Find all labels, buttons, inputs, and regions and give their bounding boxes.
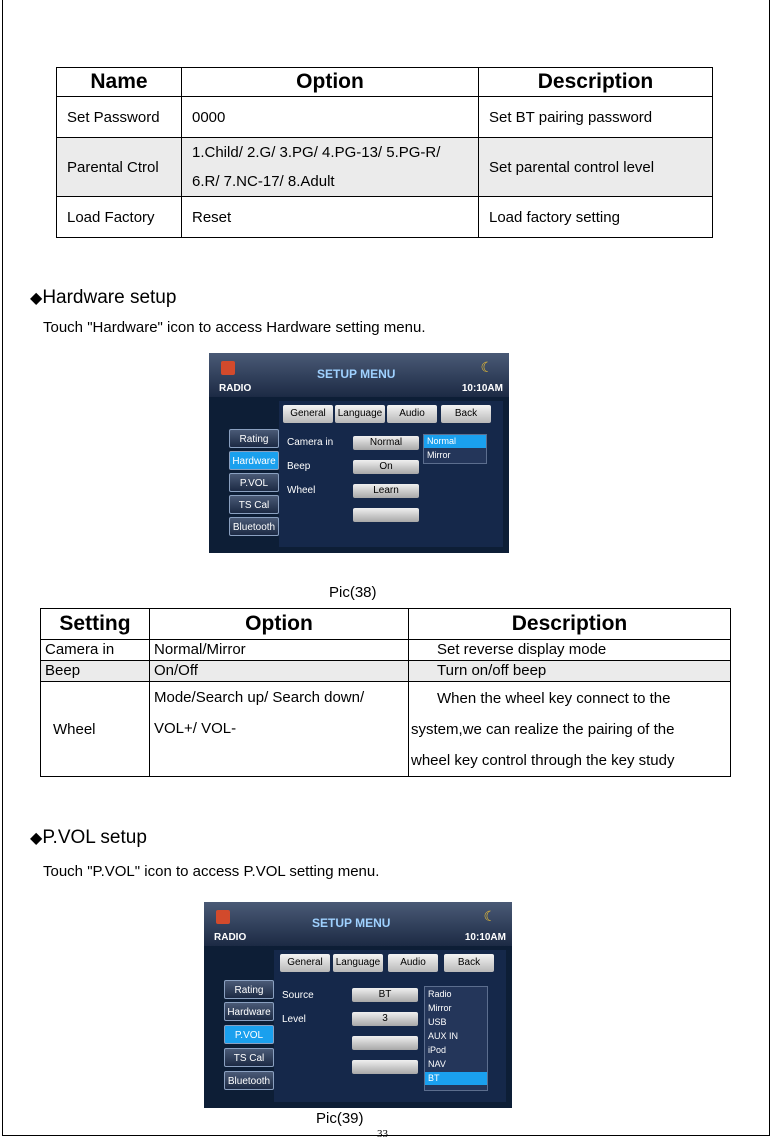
row-label-wheel: Wheel: [287, 485, 316, 496]
tab-language[interactable]: Language: [333, 954, 383, 972]
table-row: [41, 682, 731, 777]
page-number: 33: [377, 1128, 388, 1140]
source-list: [424, 986, 488, 1091]
clock: 10:10AM: [464, 932, 506, 943]
option-line: Mode/Search up/ Search down/: [154, 689, 365, 706]
cell-name: Parental Ctrol: [57, 138, 182, 197]
table-row: [57, 138, 713, 197]
row-label-level: Level: [282, 1014, 306, 1025]
list-item-mirror[interactable]: Mirror: [428, 1003, 452, 1013]
row-label-source: Source: [282, 990, 314, 1001]
camera-mode-list: [423, 434, 487, 464]
list-item-aux-in[interactable]: AUX IN: [428, 1031, 459, 1041]
cell-description: Set reverse display mode: [409, 640, 731, 661]
tab-back[interactable]: Back: [441, 405, 491, 423]
tab-audio[interactable]: Audio: [388, 954, 438, 972]
cell-option: On/Off: [150, 661, 409, 682]
pvol-intro: Touch "P.VOL" icon to access P.VOL setting menu.: [43, 863, 380, 880]
cell-setting: Beep: [41, 661, 150, 682]
list-item-mirror[interactable]: Mirror: [427, 450, 451, 460]
cell-description: Set parental control level: [479, 138, 713, 197]
list-item-normal[interactable]: Normal: [424, 435, 486, 448]
list-item-ipod[interactable]: iPod: [428, 1045, 447, 1055]
cell-option: [150, 682, 409, 777]
table-row: [41, 640, 731, 661]
hardware-heading: ◆Hardware setup: [30, 287, 177, 308]
cell-setting: Wheel: [41, 682, 150, 777]
header-name: Name: [57, 68, 182, 97]
source-value-button[interactable]: BT: [352, 988, 418, 1002]
beep-value-button[interactable]: On: [353, 460, 419, 474]
tab-language[interactable]: Language: [335, 405, 385, 423]
cell-description: Load factory setting: [479, 197, 713, 238]
sidebar-item-bluetooth[interactable]: Bluetooth: [229, 517, 279, 536]
list-item-usb[interactable]: USB: [428, 1017, 447, 1027]
header-option: Option: [150, 609, 409, 640]
cell-name: Load Factory: [57, 197, 182, 238]
sidebar-item-hardware[interactable]: Hardware: [229, 451, 279, 470]
sidebar-item-ts-cal[interactable]: TS Cal: [224, 1048, 274, 1067]
cell-description: [409, 682, 731, 777]
camera-in-value-button[interactable]: Normal: [353, 436, 419, 450]
list-item-bt[interactable]: BT: [425, 1072, 487, 1085]
setup-menu-title: SETUP MENU: [317, 367, 396, 381]
cell-option: Reset: [182, 197, 479, 238]
tab-audio[interactable]: Audio: [387, 405, 437, 423]
sidebar-item-hardware[interactable]: Hardware: [224, 1002, 274, 1021]
level-value-button[interactable]: 3: [352, 1012, 418, 1026]
setup-menu-screenshot-pvol: [204, 902, 512, 1108]
settings-table-1: [56, 67, 713, 238]
cell-setting: Camera in: [41, 640, 150, 661]
radio-label: RADIO: [214, 932, 247, 943]
header-setting: Setting: [41, 609, 150, 640]
empty-value-button[interactable]: [352, 1060, 418, 1074]
wheel-learn-button[interactable]: Learn: [353, 484, 419, 498]
tab-general[interactable]: General: [280, 954, 330, 972]
header-description: Description: [479, 68, 713, 97]
tab-general[interactable]: General: [283, 405, 333, 423]
option-line: VOL+/ VOL-: [154, 720, 237, 737]
header-option: Option: [182, 68, 479, 97]
pvol-heading: ◆P.VOL setup: [30, 827, 147, 848]
caption-pic38: Pic(38): [329, 584, 377, 601]
option-line: 6.R/ 7.NC-17/ 8.Adult: [192, 173, 335, 190]
empty-value-button[interactable]: [353, 508, 419, 522]
sidebar-item-rating[interactable]: Rating: [229, 429, 279, 448]
diamond-bullet-icon: ◆: [30, 290, 43, 307]
sidebar-item-pvol[interactable]: P.VOL: [229, 473, 279, 492]
desc-line: wheel key control through the key study: [411, 751, 675, 769]
sidebar-item-ts-cal[interactable]: TS Cal: [229, 495, 279, 514]
cell-description: Set BT pairing password: [479, 97, 713, 138]
tab-back[interactable]: Back: [444, 954, 494, 972]
table-row: [57, 97, 713, 138]
table-row: [41, 661, 731, 682]
empty-value-button[interactable]: [352, 1036, 418, 1050]
setup-menu-title: SETUP MENU: [312, 916, 391, 930]
desc-line: When the wheel key connect to the: [437, 689, 671, 707]
hardware-intro: Touch "Hardware" icon to access Hardware setting menu.: [43, 319, 426, 336]
list-item-radio[interactable]: Radio: [428, 989, 452, 999]
cell-description: Turn on/off beep: [409, 661, 731, 682]
diamond-bullet-icon: ◆: [30, 830, 43, 847]
setup-menu-screenshot-hardware: [209, 353, 509, 553]
caption-pic39: Pic(39): [316, 1110, 364, 1127]
option-line: 1.Child/ 2.G/ 3.PG/ 4.PG-13/ 5.PG-R/: [192, 144, 441, 161]
home-icon: [216, 910, 230, 924]
radio-label: RADIO: [219, 383, 252, 394]
row-label-beep: Beep: [287, 461, 311, 472]
sidebar-item-bluetooth[interactable]: Bluetooth: [224, 1071, 274, 1090]
table-row: [57, 197, 713, 238]
sidebar-item-rating[interactable]: Rating: [224, 980, 274, 999]
cell-option: [182, 138, 479, 197]
header-description: Description: [409, 609, 731, 640]
home-icon: [221, 361, 235, 375]
cell-option: 0000: [182, 97, 479, 138]
desc-line: system,we can realize the pairing of the: [411, 720, 675, 738]
moon-icon: ☾: [480, 359, 493, 375]
settings-table-2: [40, 608, 731, 777]
moon-icon: ☾: [483, 908, 496, 924]
cell-option: Normal/Mirror: [150, 640, 409, 661]
list-item-nav[interactable]: NAV: [428, 1059, 446, 1069]
cell-name: Set Password: [57, 97, 182, 138]
row-label-camera-in: Camera in: [287, 437, 334, 448]
clock: 10:10AM: [461, 383, 503, 394]
sidebar-item-pvol[interactable]: P.VOL: [224, 1025, 274, 1044]
